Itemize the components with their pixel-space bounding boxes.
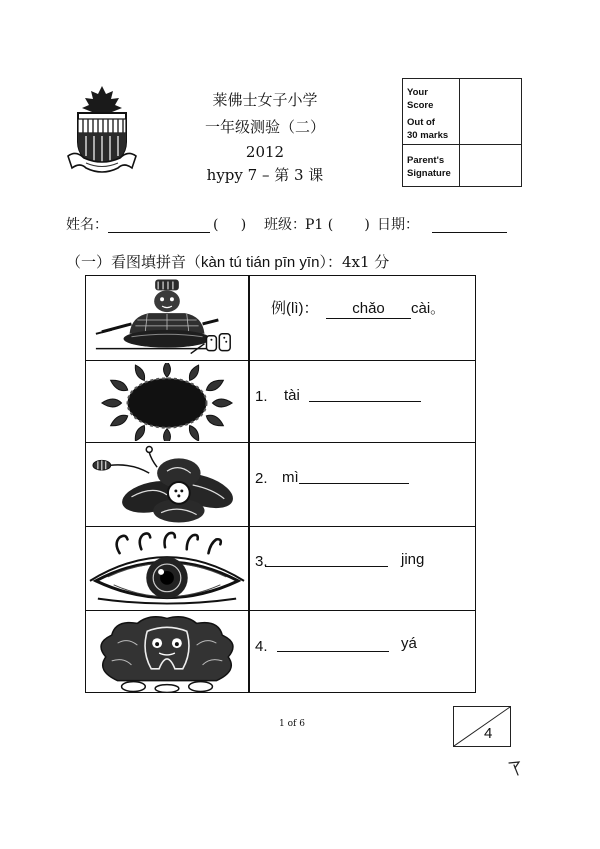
tooth-icon: [88, 613, 246, 693]
handwritten-mark-icon: [508, 759, 522, 777]
answer-blank: [299, 483, 409, 484]
date-label: 日期：: [377, 217, 419, 233]
table-row: [86, 360, 475, 443]
class-label: 班级：: [264, 217, 306, 233]
answer-blank: [277, 651, 389, 652]
school-crest-logo: [66, 86, 138, 178]
given-syllable: jing: [401, 551, 425, 568]
given-syllable: tài: [284, 387, 300, 404]
out-of-label: Out of 30 marks: [407, 117, 449, 141]
column-divider: [248, 276, 250, 692]
question-number: 2.: [255, 470, 268, 487]
answer-blank: [309, 401, 421, 402]
given-syllable: mì: [282, 469, 299, 486]
section-heading: [66, 252, 389, 273]
page-indicator: 1 of 6: [279, 719, 305, 729]
mark-box: [453, 706, 511, 747]
school-name: 莱佛士女子小学: [212, 91, 318, 109]
example-given-syllable: cài。: [411, 300, 446, 317]
score-box: [402, 78, 522, 187]
question-number: 1.: [255, 388, 268, 405]
test-title: 一年级测验（二）: [204, 118, 325, 136]
date-blank: [432, 232, 507, 233]
table-row: [86, 442, 475, 527]
example-answer: chǎo: [326, 300, 411, 319]
answer-blank: [265, 566, 388, 567]
test-year: 2012: [245, 143, 285, 161]
section-heading-prefix: （一）看图填拼音（: [66, 253, 202, 271]
class-value: P1 ( ): [305, 217, 370, 233]
eye-icon: [88, 529, 246, 609]
table-row: [86, 276, 475, 360]
chef-cooking-icon: [88, 278, 246, 358]
question-number: 3.: [255, 553, 268, 570]
table-row: [86, 610, 475, 695]
score-box-divider: [403, 144, 521, 145]
name-label: 姓名：: [66, 217, 108, 233]
section-heading-pinyin: kàn tú tián pīn yīn: [201, 254, 320, 271]
section-heading-suffix: ）：4x1 分: [319, 253, 390, 271]
mark-score: 4: [484, 725, 493, 742]
table-row: [86, 526, 475, 611]
score-box-divider: [459, 79, 460, 186]
exercise-table: [85, 275, 476, 693]
parent-signature-label: Parent's Signature: [407, 155, 451, 179]
sun-icon: [88, 363, 246, 441]
name-blank: [108, 232, 210, 233]
your-score-label: Your Score: [407, 87, 434, 111]
example-label: 例(lì)：: [271, 300, 319, 317]
question-number: 4.: [255, 638, 268, 655]
flower-icon: [88, 445, 246, 525]
lesson-label: hypy 7 – 第 3 课: [206, 166, 324, 184]
given-syllable: yá: [401, 635, 417, 652]
index-number-paren: ( ): [213, 217, 247, 233]
mark-box-diagonal: [454, 707, 510, 746]
